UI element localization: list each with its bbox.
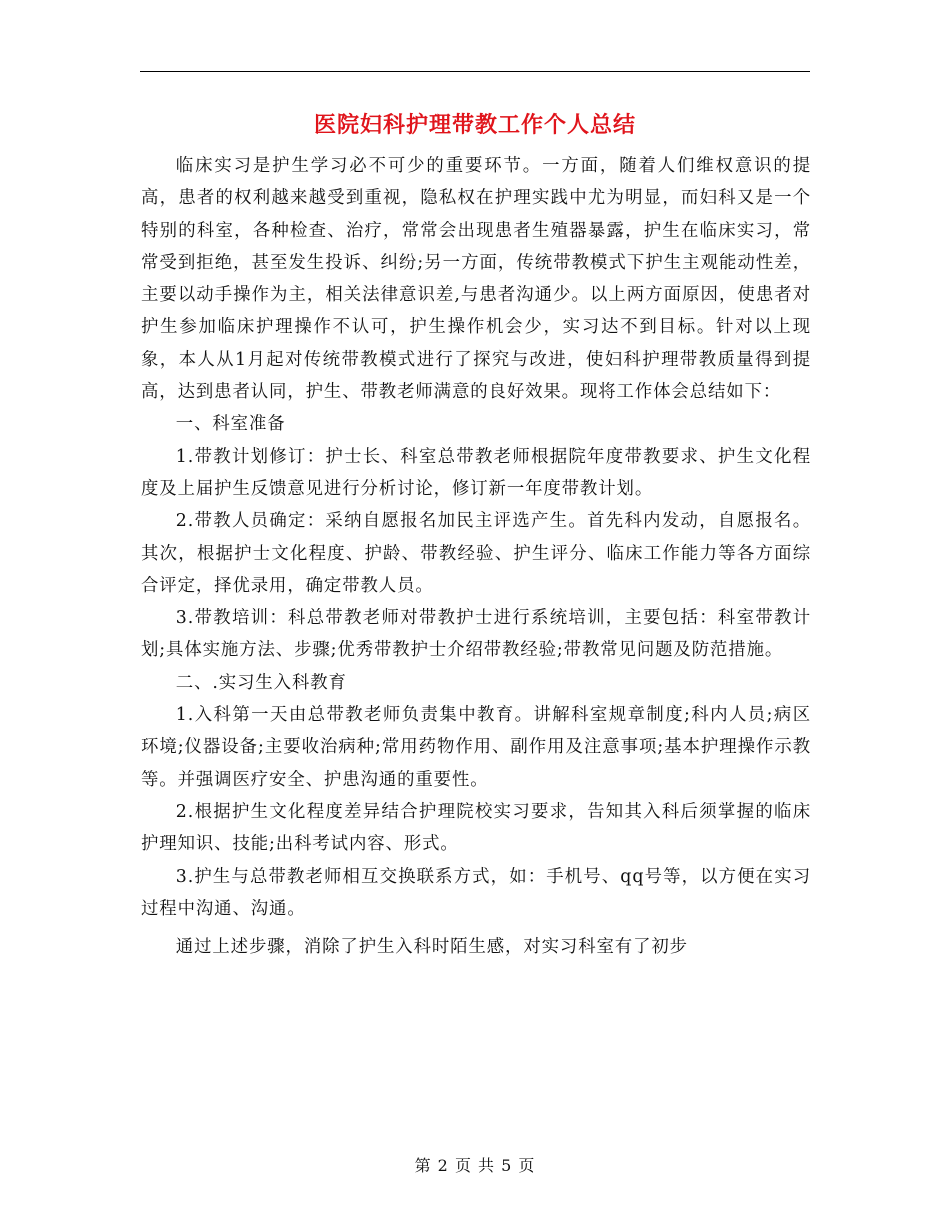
page-number: 第 2 页 共 5 页 [414,1156,536,1175]
paragraph-conclusion: 通过上述步骤，消除了护生入科时陌生感，对实习科室有了初步 [175,937,688,958]
paragraph-2-1: 1.入科第一天由总带教老师负责集中教育。讲解科室规章制度;科内人员;病区环境;仪器设备;主要收治病种;常用药物作用、副作用及注意事项;基本护理操作示教等。并强调医疗安全、护患沟通的重要性。 [141,705,811,790]
document-title: 医院妇科护理带教工作个人总结 [313,112,636,138]
paragraph-2-2: 2.根据护生文化程度差异结合护理院校实习要求，告知其入科后须掌握的临床护理知识、技能;出科考试内容、形式。 [141,801,811,855]
document-body [141,150,811,963]
paragraph-1-1: 1.带教计划修订：护士长、科室总带教老师根据院年度带教要求、护生文化程度及上届护生反馈意见进行分析讨论，修订新一年度带教计划。 [141,446,811,499]
section-heading-2: 二、.实习生入科教育 [175,672,347,693]
paragraph-2-3: 3.护生与总带教老师相互交换联系方式，如：手机号、qq号等，以方便在实习过程中沟通、沟通。 [141,866,811,919]
header-rule [140,71,810,72]
paragraph-intro: 临床实习是护生学习必不可少的重要环节。一方面，随着人们维权意识的提高，患者的权利越来越受到重视，隐私权在护理实践中尤为明显，而妇科又是一个特别的科室，各种检查、治疗，常常会出现患者生殖器暴露，护生在临床实习，常常受到拒绝，甚至发生投诉、纠纷;另一方面，传统带教模式下护生主观能动性差，主要以动手操作为主，相关法律意识差,与患者沟通少。以上两方面原因，使患者对护生参加临床护理操作不认可，护生操作机会少，实习达不到目标。针对以上现象，本人从1月起对传统带教模式进行了探究与改进，使妇科护理带教质量得到提高，达到患者认同，护生、带教老师满意的良好效果。现将工作体会总结如下： [141,156,811,403]
paragraph-1-2: 2.带教人员确定：采纳自愿报名加民主评选产生。首先科内发动，自愿报名。其次，根据护士文化程度、护龄、带教经验、护生评分、临床工作能力等各方面综合评定，择优录用，确定带教人员。 [141,511,811,596]
paragraph-1-3: 3.带教培训：科总带教老师对带教护士进行系统培训，主要包括：科室带教计划;具体实施方法、步骤;优秀带教护士介绍带教经验;带教常见问题及防范措施。 [141,608,811,661]
section-heading-1: 一、科室准备 [175,414,286,435]
